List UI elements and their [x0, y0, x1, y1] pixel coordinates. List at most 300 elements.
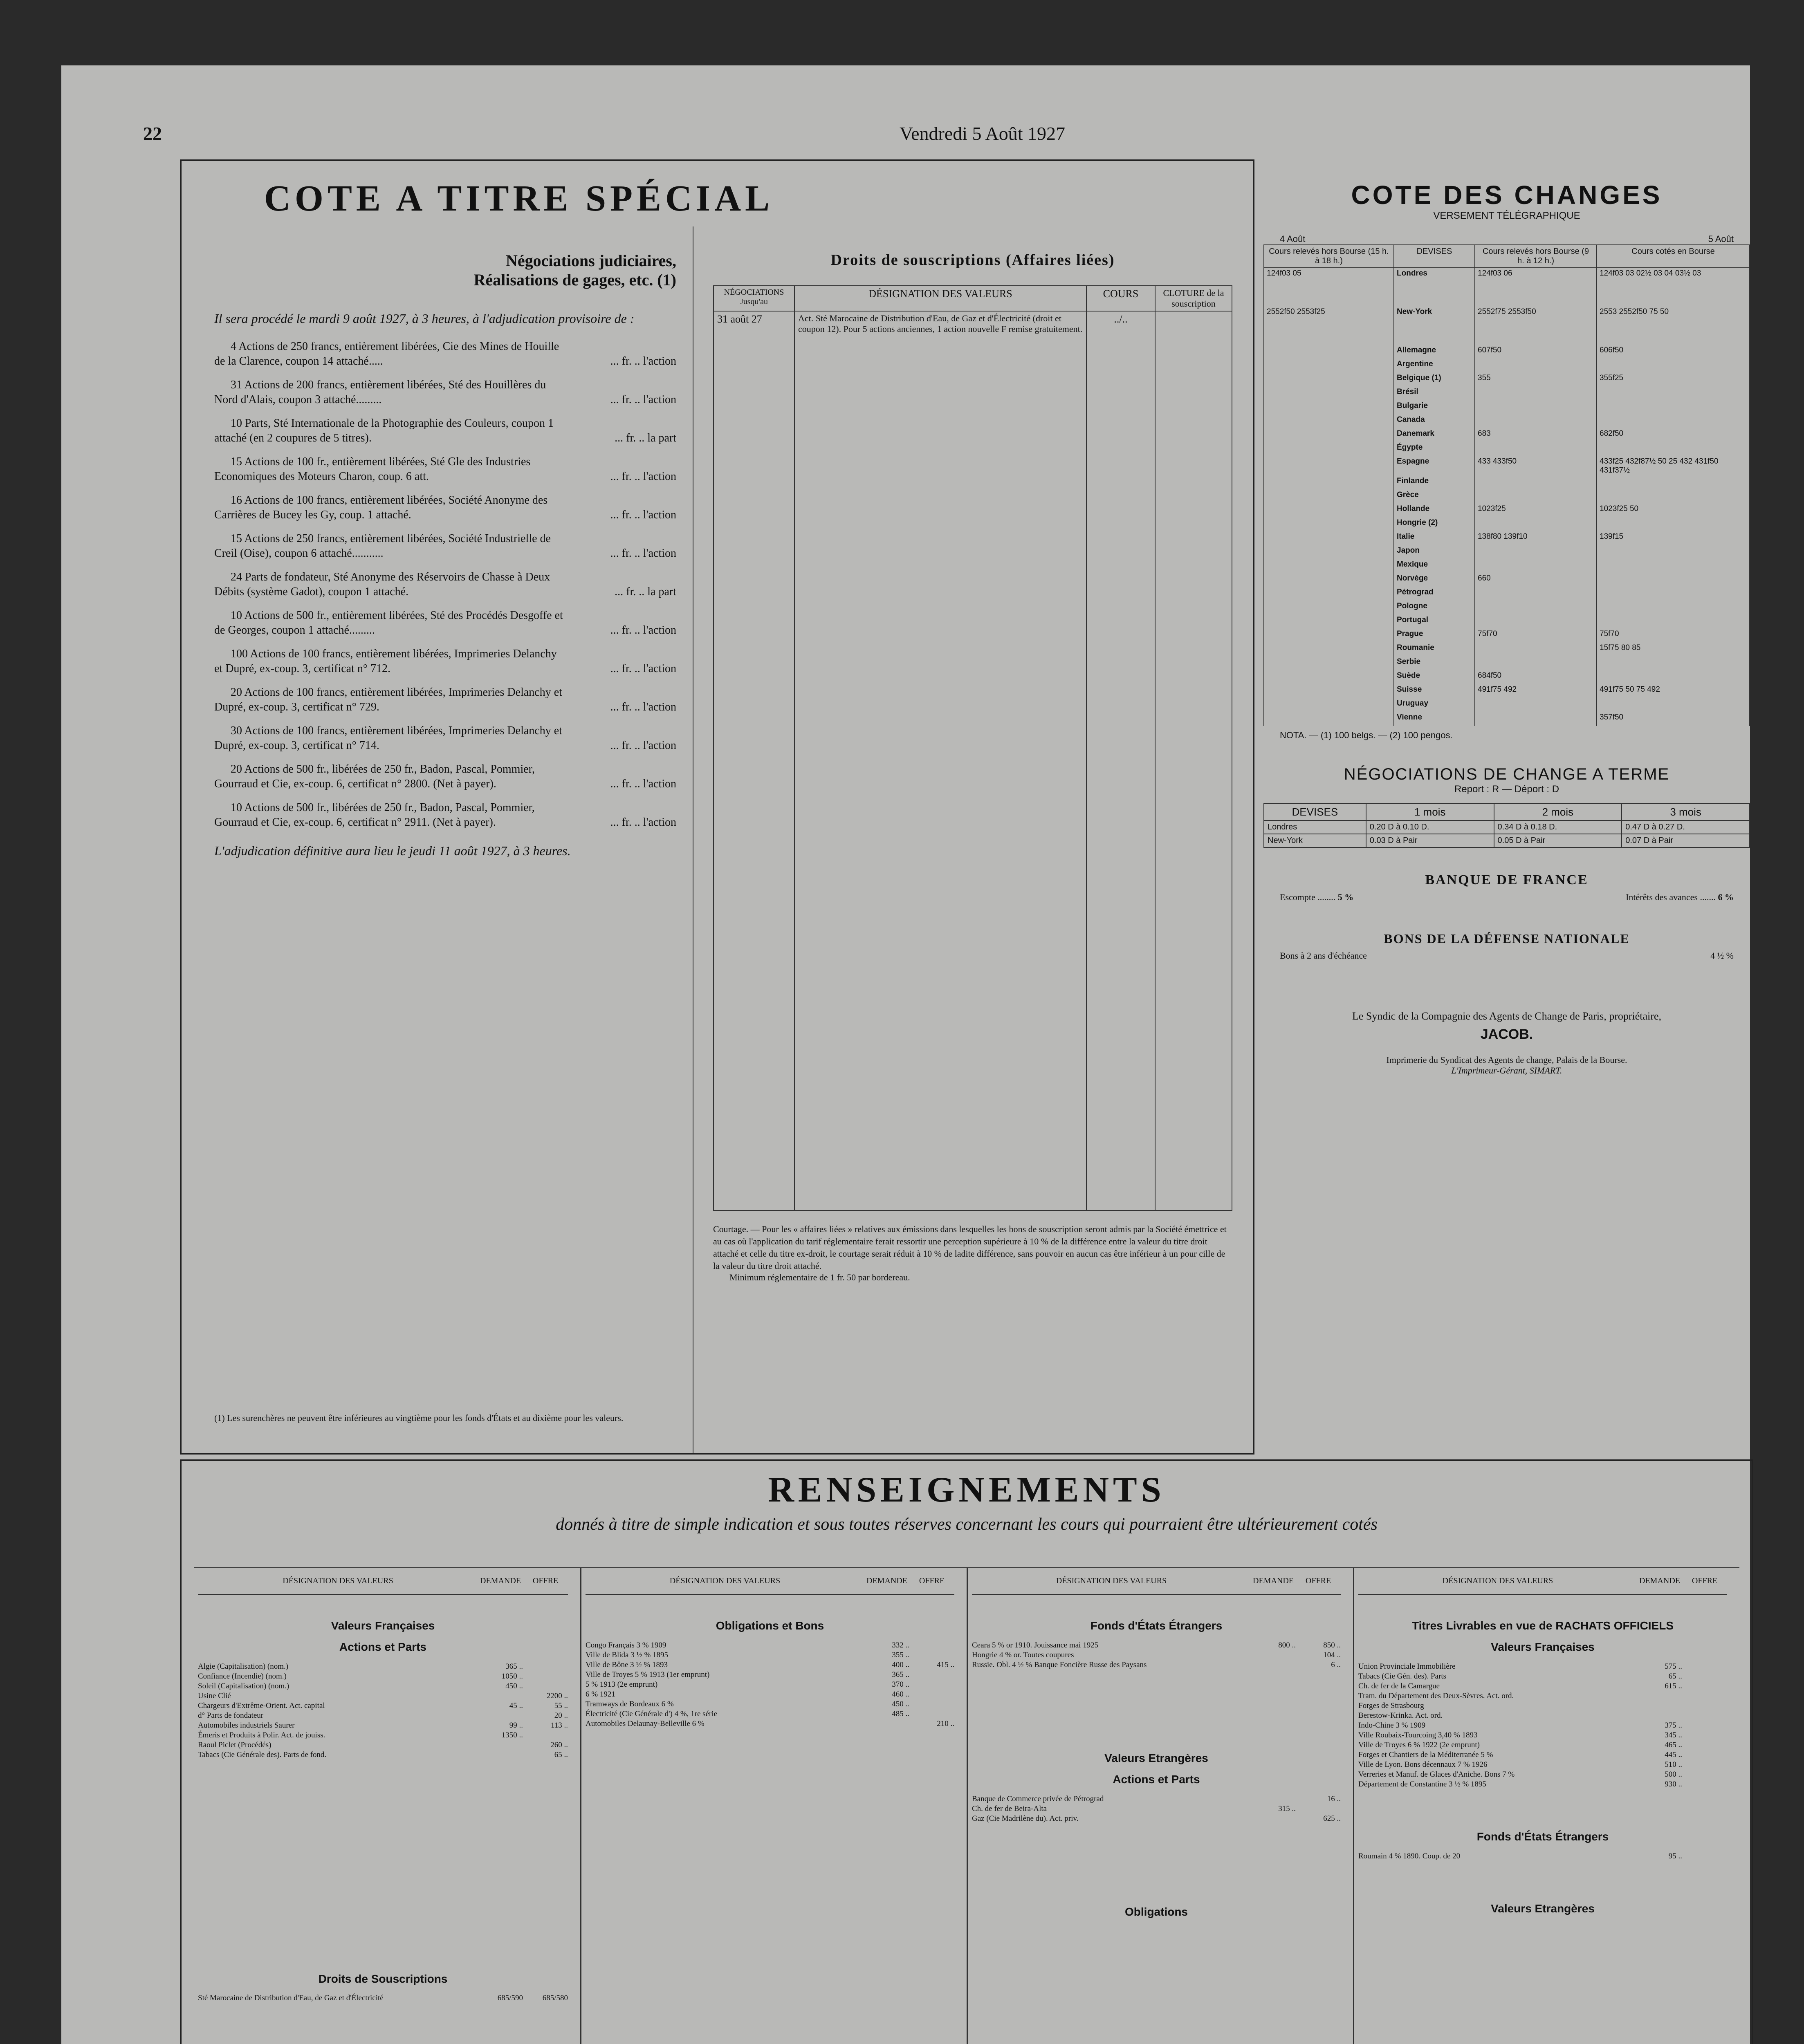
- changes-cell-prev: [1264, 601, 1394, 615]
- changes-row: [1264, 684, 1750, 698]
- changes-cell-cote: [1597, 587, 1750, 601]
- value-name: Soleil (Capitalisation) (nom.): [198, 1682, 289, 1690]
- adjudication-item-text: 100 Actions de 100 francs, entièrement libérées, Imprimeries Delanchy et Dupré, ex-coup. 3, certificat n° 712.: [214, 648, 557, 675]
- adjudication-list: [214, 339, 676, 830]
- value-demande: [1637, 1691, 1682, 1701]
- syndic-name: JACOB.: [1480, 1026, 1533, 1042]
- changes-row: [1264, 401, 1750, 415]
- value-demande: 1050 ..: [501, 1672, 523, 1681]
- value-demande: 510 ..: [1665, 1760, 1682, 1769]
- droits-souscriptions-heading: Droits de Souscriptions: [318, 1972, 448, 1985]
- changes-cell-cote: [1597, 698, 1750, 712]
- value-name: Usine Clié: [198, 1692, 231, 1700]
- value-demande: [478, 1740, 523, 1750]
- changes-cell-cote: [1597, 442, 1750, 456]
- changes-subtitle: VERSEMENT TÉLÉGRAPHIQUE: [1433, 210, 1580, 221]
- escompte-value: 5 %: [1337, 892, 1354, 902]
- value-offre: [1682, 1750, 1727, 1760]
- value-offre: [909, 1699, 954, 1709]
- value-offre: 55 ..: [554, 1701, 568, 1710]
- value-row: [198, 1721, 568, 1730]
- changes-cell-devise: Espagne: [1394, 456, 1475, 476]
- changes-cell-prev: [1264, 712, 1394, 726]
- changes-cell-prev: [1264, 387, 1394, 401]
- value-row: [1358, 1662, 1727, 1672]
- changes-cell-hors: [1475, 587, 1597, 601]
- value-demande: 95 ..: [1668, 1852, 1682, 1860]
- terme-cell-m3: 0.07 D à Pair: [1622, 834, 1750, 847]
- value-name: Automobiles Delaunay-Belleville 6 %: [586, 1719, 705, 1728]
- value-row: [1358, 1780, 1727, 1789]
- value-demande: 450 ..: [505, 1682, 523, 1690]
- value-offre: 2200 ..: [546, 1692, 568, 1700]
- changes-cell-cote: 124f03 03 02½ 03 04 03½ 03: [1597, 268, 1750, 307]
- changes-row: [1264, 531, 1750, 545]
- droits-minimum: Minimum réglementaire de 1 fr. 50 par bordereau.: [729, 1272, 910, 1282]
- changes-cell-devise: Canada: [1394, 415, 1475, 428]
- value-name: Algie (Capitalisation) (nom.): [198, 1662, 289, 1671]
- changes-cell-hors: 124f03 06: [1475, 268, 1597, 307]
- changes-cell-hors: 491f75 492: [1475, 684, 1597, 698]
- col-designation-header: DÉSIGNATION DES VALEURS: [283, 1576, 393, 1585]
- changes-cell-devise: Hongrie (2): [1394, 518, 1475, 531]
- terme-cell-m1: 0.03 D à Pair: [1366, 834, 1494, 847]
- cote-special-section: [180, 159, 1254, 1455]
- adjudication-item: [214, 608, 676, 638]
- page-date: Vendredi 5 Août 1927: [900, 123, 1066, 144]
- changes-cell-hors: 355: [1475, 373, 1597, 387]
- changes-cell-prev: [1264, 415, 1394, 428]
- changes-col-cote: Cours cotés en Bourse: [1597, 245, 1750, 268]
- changes-cell-prev: [1264, 476, 1394, 490]
- value-offre: [523, 1730, 568, 1740]
- value-offre: 104 ..: [1323, 1651, 1341, 1659]
- value-row: [972, 1794, 1341, 1804]
- changes-cell-prev: 2552f50 2553f25: [1264, 307, 1394, 345]
- changes-cell-cote: [1597, 415, 1750, 428]
- changes-row: [1264, 504, 1750, 518]
- value-row: [1358, 1701, 1727, 1711]
- adjudication-item-text: 24 Parts de fondateur, Sté Anonyme des Réservoirs de Chasse à Deux Débits (système Gadot), coupon 1 attaché.: [214, 571, 550, 598]
- value-name: Forges de Strasbourg: [1358, 1701, 1424, 1710]
- value-name: d° Parts de fondateur: [198, 1711, 264, 1720]
- value-demande: 370 ..: [892, 1680, 909, 1689]
- changes-col-prev: Cours relevés hors Bourse (15 h. à 18 h.): [1264, 245, 1394, 268]
- changes-row: [1264, 428, 1750, 442]
- adjudication-item: [214, 800, 676, 830]
- renseignements-column: [194, 1568, 572, 2044]
- terme-cell-devise: Londres: [1264, 820, 1366, 834]
- changes-cell-cote: [1597, 545, 1750, 559]
- fonds-etats-heading: Fonds d'États Étrangers: [1090, 1619, 1223, 1632]
- changes-row: [1264, 657, 1750, 670]
- terme-col-devise: DEVISES: [1264, 804, 1366, 820]
- value-name: Département de Constantine 3 ½ % 1895: [1358, 1780, 1486, 1788]
- value-offre: [1682, 1691, 1727, 1701]
- adjudication-item: [214, 762, 676, 791]
- changes-cell-devise: Prague: [1394, 629, 1475, 643]
- changes-cell-hors: [1475, 476, 1597, 490]
- adjudication-item-price: ... fr. .. l'action: [610, 355, 676, 368]
- value-offre: 415 ..: [937, 1661, 954, 1669]
- value-name: Ch. de fer de la Camargue: [1358, 1682, 1440, 1690]
- value-demande: 65 ..: [1668, 1672, 1682, 1681]
- column-header: [198, 1568, 568, 1595]
- renseignements-subtitle: donnés à titre de simple indication et sous toutes réserves concernant les cours qui pourraient être ultérieurement cotés: [556, 1515, 1378, 1534]
- renseignements-title: RENSEIGNEMENTS: [768, 1470, 1165, 1510]
- adjudication-item-text: 20 Actions de 500 fr., libérées de 250 fr., Badon, Pascal, Pommier, Gourraud et Cie, ex-coup. 6, certificat n° 2800. (Net à payer).: [214, 763, 535, 790]
- changes-cell-prev: [1264, 531, 1394, 545]
- value-demande: 685/590: [497, 1994, 523, 2002]
- adjudication-intro: Il sera procédé le mardi 9 août 1927, à 3 heures, à l'adjudication provisoire de :: [214, 311, 635, 326]
- changes-cell-prev: [1264, 401, 1394, 415]
- value-name: Ville de Lyon. Bons décennaux 7 % 1926: [1358, 1760, 1488, 1769]
- changes-cell-cote: [1597, 601, 1750, 615]
- value-name: Chargeurs d'Extrême-Orient. Act. capital: [198, 1701, 325, 1710]
- col-demande-header: DEMANDE: [1639, 1576, 1680, 1585]
- changes-cell-cote: 355f25: [1597, 373, 1750, 387]
- terme-title: NÉGOCIATIONS DE CHANGE A TERME: [1344, 765, 1670, 783]
- droits-col-designation: DÉSIGNATION DES VALEURS: [794, 286, 1086, 311]
- value-row: [198, 1994, 568, 2003]
- fonds-etats-heading: Fonds d'États Étrangers: [1476, 1830, 1609, 1843]
- changes-row: [1264, 573, 1750, 587]
- value-demande: 45 ..: [509, 1701, 523, 1710]
- value-demande: [1251, 1794, 1296, 1804]
- bons-label: Bons à 2 ans d'échéance: [1280, 950, 1367, 961]
- changes-cell-cote: [1597, 476, 1750, 490]
- value-name: Ville de Troyes 6 % 1922 (2e emprunt): [1358, 1741, 1480, 1749]
- changes-cell-prev: [1264, 345, 1394, 359]
- value-offre: 850 ..: [1323, 1641, 1341, 1650]
- bons-title: BONS DE LA DÉFENSE NATIONALE: [1384, 931, 1630, 946]
- value-demande: 365 ..: [892, 1670, 909, 1679]
- value-demande: 445 ..: [1665, 1750, 1682, 1759]
- value-row: [198, 1730, 568, 1740]
- changes-cell-hors: 138f80 139f10: [1475, 531, 1597, 545]
- value-demande: 345 ..: [1665, 1731, 1682, 1739]
- value-offre: [1682, 1730, 1727, 1740]
- value-offre: [1682, 1770, 1727, 1780]
- adjudication-item-price: ... fr. .. l'action: [610, 816, 676, 829]
- adjudication-item-text: 31 Actions de 200 francs, entièrement libérées, Sté des Houillères du Nord d'Alais, coupon 3 attaché.........: [214, 379, 546, 406]
- adjudication-item: [214, 493, 676, 522]
- changes-cell-cote: 606f50: [1597, 345, 1750, 359]
- value-demande: 1350 ..: [501, 1731, 523, 1739]
- value-offre: [1682, 1740, 1727, 1750]
- value-row: [198, 1662, 568, 1672]
- value-demande: 375 ..: [1665, 1721, 1682, 1730]
- changes-cell-cote: 15f75 80 85: [1597, 643, 1750, 657]
- changes-cell-devise: Grèce: [1394, 490, 1475, 504]
- changes-row: [1264, 559, 1750, 573]
- value-name: Banque de Commerce privée de Pétrograd: [972, 1795, 1104, 1803]
- adjudication-item-text: 4 Actions de 250 francs, entièrement libérées, Cie des Mines de Houille de la Clarence, coupon 14 attaché.....: [214, 340, 559, 368]
- changes-cell-prev: 124f03 05: [1264, 268, 1394, 307]
- droits-block: [713, 251, 1232, 1283]
- adjudication-item-price: ... fr. .. l'action: [610, 778, 676, 790]
- changes-row: [1264, 601, 1750, 615]
- adjudication-item-text: 15 Actions de 250 francs, entièrement libérées, Société Industrielle de Creil (Oise), coupon 6 attaché...........: [214, 532, 551, 560]
- terme-col-1: 1 mois: [1366, 804, 1494, 820]
- adjudication-item-text: 10 Parts, Sté Internationale de la Photographie des Couleurs, coupon 1 attaché (en 2 coupures de 5 titres).: [214, 417, 554, 444]
- changes-cell-hors: [1475, 387, 1597, 401]
- value-row: [1358, 1760, 1727, 1770]
- changes-cell-devise: Japon: [1394, 545, 1475, 559]
- changes-cell-cote: [1597, 518, 1750, 531]
- adjudication-item-price: ... fr. .. l'action: [610, 547, 676, 560]
- value-offre: 6 ..: [1331, 1661, 1341, 1669]
- changes-row: [1264, 490, 1750, 504]
- changes-row: [1264, 415, 1750, 428]
- adjudication-item-price: ... fr. .. l'action: [610, 739, 676, 752]
- value-offre: [1682, 1851, 1727, 1861]
- col-demande-header: DEMANDE: [480, 1576, 521, 1585]
- value-demande: 355 ..: [892, 1651, 909, 1659]
- changes-row: [1264, 387, 1750, 401]
- changes-cell-devise: Pétrograd: [1394, 587, 1475, 601]
- changes-row: [1264, 456, 1750, 476]
- droits-table: [713, 285, 1232, 1211]
- value-row: [198, 1711, 568, 1721]
- changes-cell-cote: 1023f25 50: [1597, 504, 1750, 518]
- changes-row: [1264, 643, 1750, 657]
- value-name: Ville de Bône 3 ½ % 1893: [586, 1661, 668, 1669]
- bons-value: 4 ½ %: [1710, 950, 1734, 961]
- value-name: Berestow-Krinka. Act. ord.: [1358, 1711, 1443, 1720]
- renseignements-column: [1353, 1568, 1731, 2044]
- droits-col-cloture: CLOTURE de la souscription: [1155, 286, 1232, 311]
- changes-title: COTE DES CHANGES: [1351, 180, 1663, 210]
- changes-cell-prev: [1264, 643, 1394, 657]
- terme-cell-m1: 0.20 D à 0.10 D.: [1366, 820, 1494, 834]
- terme-cell-devise: New-York: [1264, 834, 1366, 847]
- value-offre: [523, 1681, 568, 1691]
- changes-cell-prev: [1264, 428, 1394, 442]
- value-offre: 65 ..: [554, 1750, 568, 1759]
- changes-cell-cote: 491f75 50 75 492: [1597, 684, 1750, 698]
- value-row: [198, 1691, 568, 1701]
- column-header: [1358, 1568, 1727, 1595]
- changes-cell-prev: [1264, 490, 1394, 504]
- value-demande: [1251, 1660, 1296, 1670]
- changes-cell-prev: [1264, 373, 1394, 387]
- changes-cell-hors: [1475, 415, 1597, 428]
- changes-cell-prev: [1264, 545, 1394, 559]
- value-row: [1358, 1851, 1727, 1861]
- col-designation-header: DÉSIGNATION DES VALEURS: [1442, 1576, 1553, 1585]
- changes-cell-hors: [1475, 442, 1597, 456]
- col-offre-header: OFFRE: [919, 1576, 945, 1585]
- value-offre: 260 ..: [550, 1741, 568, 1749]
- value-offre: [909, 1709, 954, 1719]
- avances-label: Intérêts des avances: [1626, 892, 1698, 902]
- droits-cloture: [1155, 311, 1232, 1210]
- changes-cell-prev: [1264, 442, 1394, 456]
- changes-section: COTE DES CHANGES VERSEMENT TÉLÉGRAPHIQUE 4 Août 5 Août Cours relevés hors Bourse (15 h. à 18 h.) DEVISES Cours relevés hors Bourse (9 h. à 12 h.) Cours cotés en Bourse 124f03 05 Londres 124f03 06 124f03 03 02½ 03 04 03½ 03 2552f50 2553f25 New-York 2552f75 2553f50 2553 2552f50 75 50 Allemagne 607f50 606f50 Argentine Belgique (1) 355 355f25 Brésil Bulgarie Canada Danemark 683 682f50 Égypte Espagne 433 433f50 433f25 432f87½ 50 25 432 431f50 431f37½ Finlande Grèce Hollande 1023f25 1023f25 50 Hongrie (2) Italie 138f80 139f10 139f15 Japon Mexique Norvège 660 Pétrograd Pologne Portugal Prague 75f70 75f70 Roumanie 15f75 80 85 Serbie Suède 684f50 Suisse 491f75 492 491f75 50 75 492 Uruguay Vienne 357f50 NOTA. — (1) 100 belgs. — (2) 100 pengos. NÉGOCIATIONS DE CHANGE A TERME Report : R — Déport : D DEVISES 1 mois 2 mois 3 mois Londres 0.20 D à 0.10 D. 0.34 D à 0.18 D. 0.47 D à 0.27 D. New-York 0.03 D à Pair 0.05 D à Pair 0.07 D à Pair BANQUE DE FRANCE Escompte ........ 5 % Intérêts des avances ....... 6 % BONS DE LA DÉFENSE NATIONALE Bons à 2 ans d'échéance 4 ½ % Le Syndic de la Compagnie des Agents de Change de Paris, propriétaire, JACOB. Imprimerie du Syndicat des Agents de change, Palais de la Bourse. L'Imprimeur-Gérant, SIMART.: [1263, 159, 1750, 1451]
- changes-cell-hors: 684f50: [1475, 670, 1597, 684]
- changes-cell-devise: Norvège: [1394, 573, 1475, 587]
- droits-courtage: Courtage. — Pour les « affaires liées » relatives aux émissions dans lesquelles les bons de souscription seront admis par la Société émettrice et au cas où l'application du tarif réglementaire ferait ressortir une perception supérieure à 10 % de la différence entre la valeur du titre droit attaché et celle du titre ex-droit, le courtage serait réduit à 10 % de ladite différence, sans pouvoir en aucun cas être inférieur à un pour cille de la valeur du titre droit attaché.: [713, 1224, 1227, 1271]
- changes-row: [1264, 268, 1750, 307]
- adjudication-item-text: 10 Actions de 500 fr., entièrement libérées, Sté des Procédés Desgoffe et de Georges, coupon 1 attaché.........: [214, 609, 563, 637]
- droits-cours: ../..: [1086, 311, 1155, 1210]
- actions-parts-heading: Actions et Parts: [1113, 1773, 1200, 1786]
- value-row: [972, 1641, 1341, 1650]
- value-row: [198, 1750, 568, 1760]
- adjudication-item: [214, 339, 676, 369]
- changes-cell-cote: [1597, 573, 1750, 587]
- changes-cell-prev: [1264, 629, 1394, 643]
- footnote: (1) Les surenchères ne peuvent être inférieures au vingtième pour les fonds d'États et au dixième pour les valeurs.: [214, 1413, 624, 1423]
- valeurs-francaises-heading: Valeurs Françaises: [331, 1619, 435, 1632]
- changes-date-left: 4 Août: [1280, 234, 1306, 244]
- imprimeur-gerant: L'Imprimeur-Gérant, SIMART.: [1451, 1065, 1562, 1076]
- escompte-label: Escompte: [1280, 892, 1315, 902]
- changes-cell-cote: 139f15: [1597, 531, 1750, 545]
- avances-value: 6 %: [1718, 892, 1734, 902]
- value-name: Congo Français 3 % 1909: [586, 1641, 666, 1650]
- col-offre-header: OFFRE: [532, 1576, 559, 1585]
- banque-title: BANQUE DE FRANCE: [1425, 872, 1589, 888]
- changes-row: [1264, 545, 1750, 559]
- changes-cell-hors: [1475, 643, 1597, 657]
- value-name: Électricité (Cie Générale d') 4 %, 1re série: [586, 1710, 718, 1718]
- value-name: Indo-Chine 3 % 1909: [1358, 1721, 1426, 1730]
- value-name: Forges et Chantiers de la Méditerranée 5 %: [1358, 1750, 1493, 1759]
- negociations-block: [214, 251, 676, 859]
- value-offre: [523, 1672, 568, 1681]
- terme-cell-m2: 0.34 D à 0.18 D.: [1494, 820, 1622, 834]
- column-header: [972, 1568, 1341, 1595]
- adjudication-item-text: 15 Actions de 100 fr., entièrement libérées, Sté Gle des Industries Economiques des Moteurs Charon, coup. 6 att.: [214, 455, 531, 483]
- value-name: Automobiles industriels Saurer: [198, 1721, 295, 1730]
- changes-cell-cote: 433f25 432f87½ 50 25 432 431f50 431f37½: [1597, 456, 1750, 476]
- value-name: Ceara 5 % or 1910. Jouissance mai 1925: [972, 1641, 1099, 1650]
- changes-cell-prev: [1264, 657, 1394, 670]
- changes-row: [1264, 476, 1750, 490]
- adjudication-item-price: ... fr. .. la part: [615, 432, 676, 444]
- value-offre: [909, 1680, 954, 1690]
- value-name: Verreries et Manuf. de Glaces d'Aniche. Bons 7 %: [1358, 1770, 1515, 1779]
- value-demande: 500 ..: [1665, 1770, 1682, 1779]
- changes-cell-prev: [1264, 587, 1394, 601]
- value-row: [198, 1672, 568, 1681]
- adjudication-item-price: ... fr. .. l'action: [610, 470, 676, 483]
- adjudication-item-price: ... fr. .. la part: [615, 585, 676, 598]
- value-name: Confiance (Incendie) (nom.): [198, 1672, 287, 1681]
- value-demande: 465 ..: [1665, 1741, 1682, 1749]
- adjudication-item: [214, 378, 676, 407]
- value-offre: 113 ..: [550, 1721, 568, 1730]
- adjudication-item-text: 30 Actions de 100 francs, entièrement libérées, Imprimeries Delanchy et Dupré, ex-coup. 3, certificat n° 714.: [214, 724, 562, 752]
- value-name: Ville Roubaix-Tourcoing 3,40 % 1893: [1358, 1731, 1478, 1739]
- value-row: [1358, 1691, 1727, 1701]
- value-offre: [1682, 1681, 1727, 1691]
- value-demande: [1637, 1711, 1682, 1721]
- changes-cell-cote: [1597, 490, 1750, 504]
- value-row: [586, 1670, 954, 1680]
- changes-row: [1264, 698, 1750, 712]
- changes-row: [1264, 345, 1750, 359]
- changes-row: [1264, 629, 1750, 643]
- value-name: Raoul Piclet (Procédés): [198, 1741, 271, 1749]
- value-row: [586, 1719, 954, 1729]
- value-offre: [1682, 1711, 1727, 1721]
- value-demande: 400 ..: [892, 1661, 909, 1669]
- changes-cell-cote: 75f70: [1597, 629, 1750, 643]
- changes-cell-hors: [1475, 518, 1597, 531]
- changes-cell-prev: [1264, 504, 1394, 518]
- changes-row: [1264, 712, 1750, 726]
- value-row: [586, 1699, 954, 1709]
- terme-table: [1263, 803, 1750, 848]
- value-row: [972, 1660, 1341, 1670]
- value-offre: [523, 1662, 568, 1672]
- changes-col-devise: DEVISES: [1394, 245, 1475, 268]
- changes-cell-devise: Belgique (1): [1394, 373, 1475, 387]
- value-row: [1358, 1672, 1727, 1681]
- adjudication-item: [214, 455, 676, 484]
- terme-cell-m3: 0.47 D à 0.27 D.: [1622, 820, 1750, 834]
- changes-cell-hors: [1475, 359, 1597, 373]
- col-demande-header: DEMANDE: [866, 1576, 907, 1585]
- changes-row: [1264, 518, 1750, 531]
- value-name: Tramways de Bordeaux 6 %: [586, 1700, 674, 1708]
- value-demande: [478, 1691, 523, 1701]
- changes-cell-hors: 683: [1475, 428, 1597, 442]
- col-demande-header: DEMANDE: [1253, 1576, 1294, 1585]
- changes-cell-devise: Pologne: [1394, 601, 1475, 615]
- renseignements-column: [967, 1568, 1345, 2044]
- value-row: [1358, 1711, 1727, 1721]
- value-demande: 332 ..: [892, 1641, 909, 1650]
- value-name: Tabacs (Cie Gén. des). Parts: [1358, 1672, 1446, 1681]
- changes-cell-devise: Égypte: [1394, 442, 1475, 456]
- changes-cell-devise: Londres: [1394, 268, 1475, 307]
- value-offre: [909, 1670, 954, 1680]
- adjudication-item-price: ... fr. .. l'action: [610, 624, 676, 637]
- negociations-title-2: Réalisations de gages, etc. (1): [473, 271, 676, 289]
- changes-cell-devise: Mexique: [1394, 559, 1475, 573]
- value-offre: 685/580: [542, 1994, 568, 2002]
- changes-row: [1264, 615, 1750, 629]
- changes-cell-cote: 682f50: [1597, 428, 1750, 442]
- value-demande: 485 ..: [892, 1710, 909, 1718]
- changes-cell-hors: [1475, 545, 1597, 559]
- value-row: [586, 1680, 954, 1690]
- terme-row: [1264, 834, 1750, 847]
- value-row: [1358, 1770, 1727, 1780]
- adjudication-item: [214, 416, 676, 446]
- value-offre: [909, 1690, 954, 1699]
- changes-cell-devise: Argentine: [1394, 359, 1475, 373]
- changes-nota: NOTA. — (1) 100 belgs. — (2) 100 pengos.: [1280, 730, 1453, 740]
- changes-cell-cote: [1597, 615, 1750, 629]
- value-demande: 930 ..: [1665, 1780, 1682, 1788]
- terme-row: [1264, 820, 1750, 834]
- changes-cell-cote: 2553 2552f50 75 50: [1597, 307, 1750, 345]
- value-name: Émeris et Produits à Polir. Act. de jouiss.: [198, 1731, 325, 1739]
- value-demande: [1251, 1650, 1296, 1660]
- value-row: [586, 1690, 954, 1699]
- changes-cell-hors: 660: [1475, 573, 1597, 587]
- droits-col-cours: COURS: [1086, 286, 1155, 311]
- value-row: [586, 1660, 954, 1670]
- changes-cell-devise: Italie: [1394, 531, 1475, 545]
- value-name: Russie. Obl. 4 ½ % Banque Foncière Russe des Paysans: [972, 1661, 1147, 1669]
- changes-cell-cote: [1597, 657, 1750, 670]
